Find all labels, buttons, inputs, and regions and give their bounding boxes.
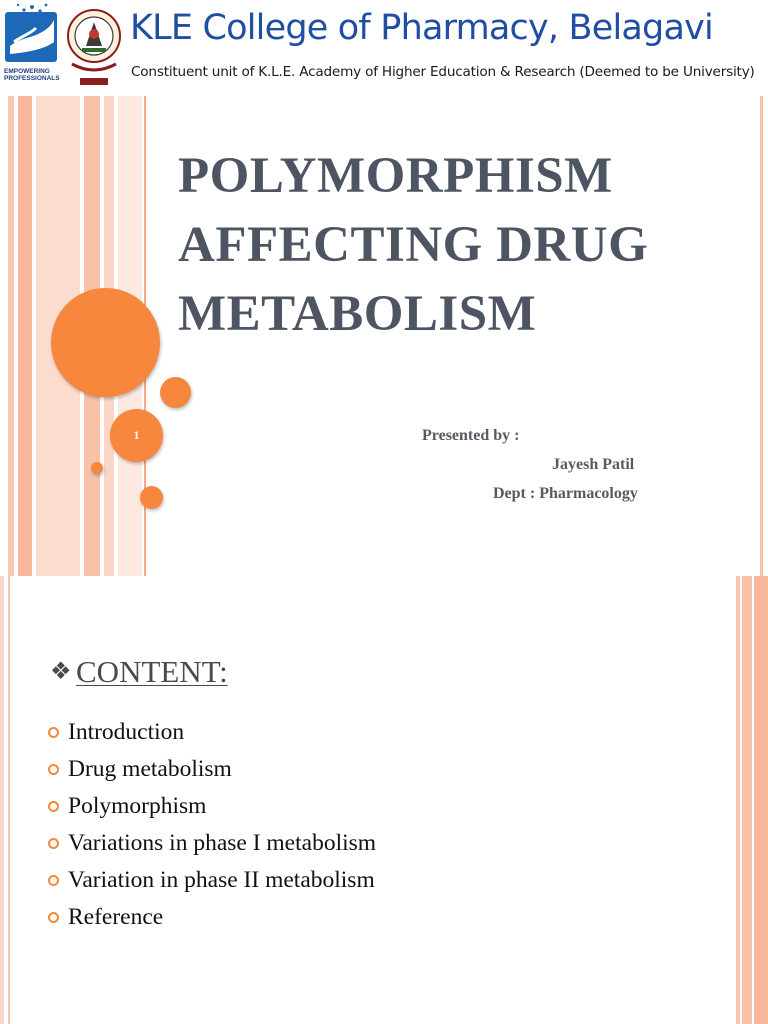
decor-stripe	[8, 576, 10, 1024]
circle-bullet-icon	[48, 727, 59, 738]
content-heading-text: CONTENT:	[76, 654, 228, 689]
presented-by-label: Presented by :	[422, 427, 520, 444]
decor-circle-large	[51, 288, 160, 397]
list-item	[48, 825, 376, 862]
slide-number: 1	[133, 428, 140, 442]
decor-stripe-right	[742, 576, 752, 1024]
list-item	[48, 714, 376, 751]
college-subtitle: Constituent unit of K.L.E. Academy of Higher Education & Research (Deemed to be University)	[131, 64, 755, 80]
content-slide	[0, 576, 768, 1024]
circle-bullet-icon	[48, 875, 59, 886]
list-item-label: Variation in phase II metabolism	[68, 867, 375, 893]
slide-title-line: POLYMORPHISM	[178, 148, 613, 204]
decor-circle	[140, 486, 163, 509]
list-item-label: Polymorphism	[68, 793, 207, 819]
presenter-name: Jayesh Patil	[552, 456, 635, 473]
list-item-label: Variations in phase I metabolism	[68, 830, 377, 856]
logo-caption: EMPOWERING PROFESSIONALS	[4, 68, 60, 82]
decor-stripe	[18, 96, 32, 576]
decor-stripe-right	[736, 576, 740, 1024]
decor-stripe	[0, 576, 4, 1024]
content-list	[48, 714, 376, 936]
list-item-label: Introduction	[68, 719, 185, 745]
department: Dept : Pharmacology	[493, 485, 638, 502]
list-item	[48, 899, 376, 936]
list-item-label: Drug metabolism	[68, 756, 232, 782]
title-slide	[0, 96, 768, 576]
decor-circle-small	[91, 462, 103, 474]
list-item-label: Reference	[68, 904, 164, 930]
list-item	[48, 788, 376, 825]
circle-bullet-icon	[48, 801, 59, 812]
circle-bullet-icon	[48, 838, 59, 849]
college-header	[0, 0, 768, 96]
slide-title	[178, 142, 758, 349]
college-name: KLE College of Pharmacy, Belagavi	[130, 8, 713, 48]
circle-bullet-icon	[48, 912, 59, 923]
slide-title-line: METABOLISM	[178, 286, 537, 342]
decor-stripe-right	[754, 576, 768, 1024]
decor-circle	[160, 377, 191, 408]
list-item	[48, 862, 376, 899]
slide-title-line: AFFECTING DRUG	[178, 217, 649, 273]
list-item	[48, 751, 376, 788]
content-heading	[50, 654, 228, 690]
diamond-bullet-icon: ❖	[50, 659, 72, 685]
decor-stripe-right	[760, 96, 763, 576]
decor-stripe	[8, 96, 14, 576]
college-emblem-logo	[66, 4, 122, 90]
circle-bullet-icon	[48, 764, 59, 775]
